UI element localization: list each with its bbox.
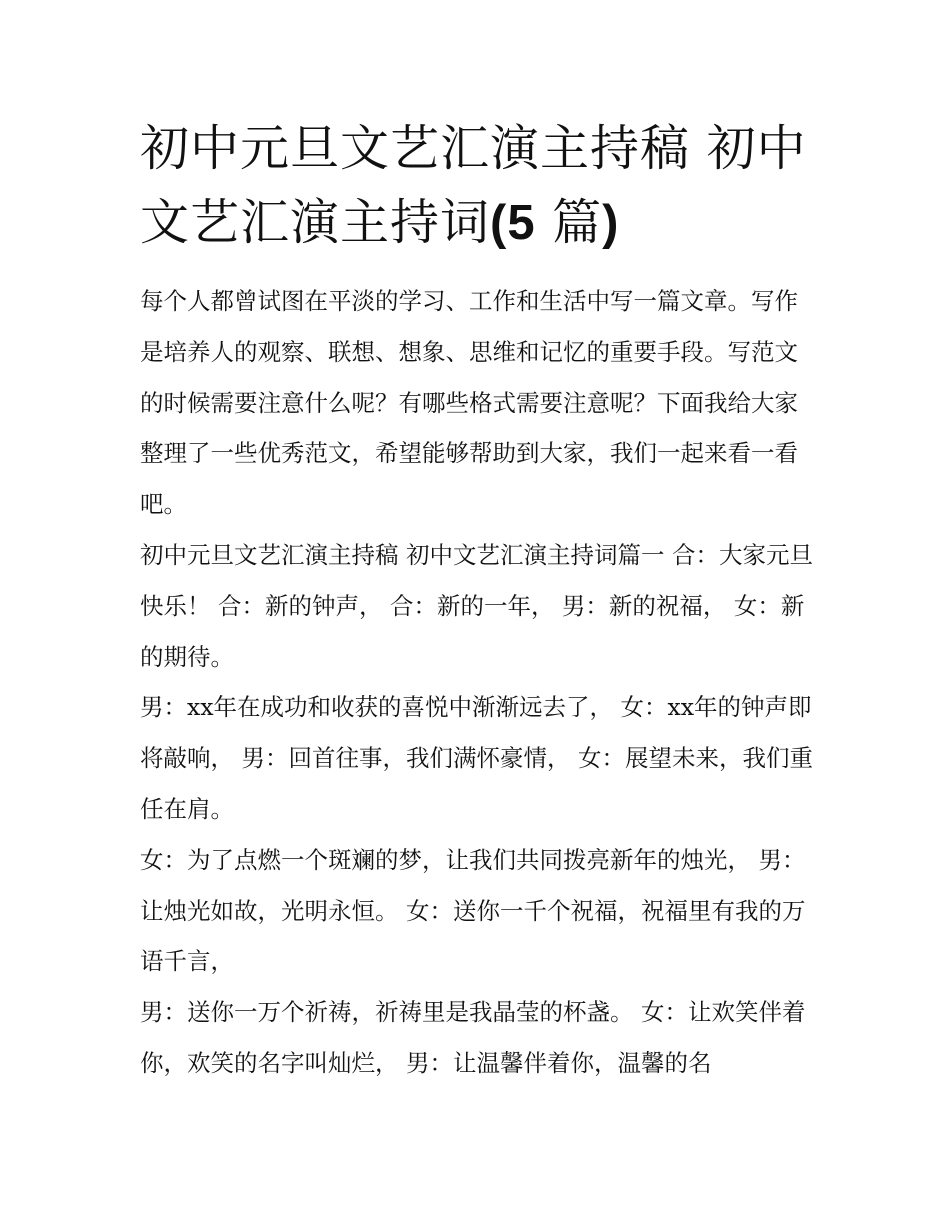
title-close-paren: ): [602, 196, 620, 250]
title-unit: 篇: [535, 194, 603, 251]
document-title: [140, 112, 820, 260]
title-text: 初中元旦文艺汇演主持稿 初中文艺汇演主持词: [140, 120, 807, 251]
script-paragraph-opening: 初中元旦文艺汇演主持稿 初中文艺汇演主持词篇一 合：大家元旦快乐！ 合：新的钟声， 合：新的一年， 男：新的祝福， 女：新的期待。: [140, 540, 813, 671]
script-paragraph-year: 男：xx年在成功和收获的喜悦中渐渐远去了， 女：xx年的钟声即将敲响， 男：回首往事，我们满怀豪情， 女：展望未来，我们重任在肩。: [140, 693, 813, 823]
intro-paragraph: 每个人都曾试图在平淡的学习、工作和生活中写一篇文章。写作是培养人的观察、联想、想象、思维和记忆的重要手段。写范文的时候需要注意什么呢？有哪些格式需要注意呢？下面我给大家整理了一些优秀范文，希望能够帮助到大家，我们一起来看一看吧。: [140, 287, 798, 519]
script-paragraph-candle: 女：为了点燃一个斑斓的梦，让我们共同拨亮新年的烛光， 男：让烛光如故，光明永恒。 女：送你一千个祝福，祝福里有我的万语千言，: [140, 845, 806, 976]
script-paragraph-prayer: 男：送你一万个祈祷，祈祷里是我晶莹的杯盏。 女：让欢笑伴着你，欢笑的名字叫灿烂， 男：让温馨伴着你，温馨的名: [140, 998, 806, 1077]
document-body: [140, 276, 820, 1089]
title-count: (5: [490, 196, 536, 250]
